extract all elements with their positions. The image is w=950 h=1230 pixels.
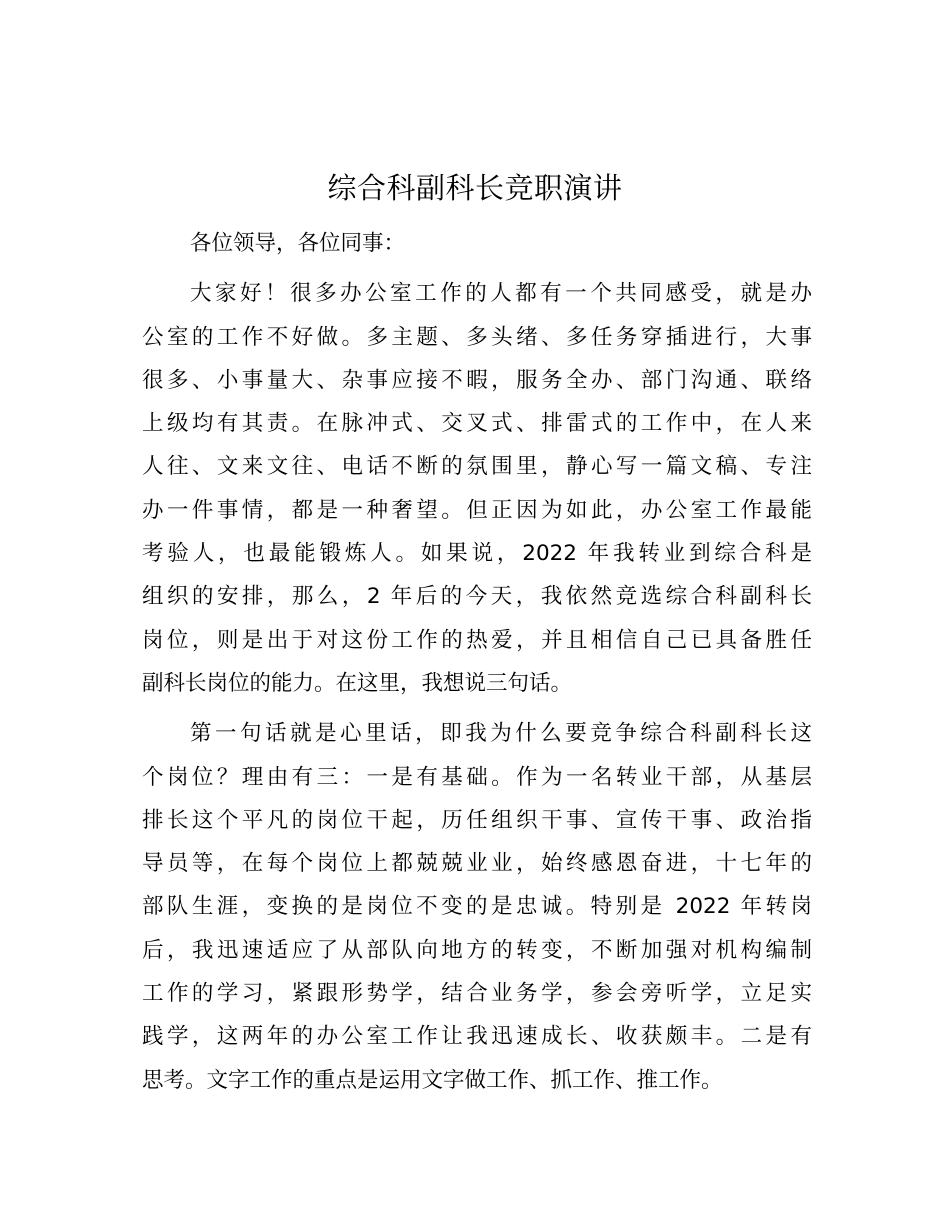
paragraph-1 [142,272,812,705]
paragraph-1-line: 公室的工作不好做。多主题、多头绪、多任务穿插进行，大事 [142,324,812,350]
greeting-line: 各位领导，各位同事： [190,231,406,256]
paragraph-2 [142,712,812,1102]
paragraph-1-line: 办一件事情，都是一种奢望。但正因为如此，办公室工作最能 [142,497,812,523]
paragraph-1-line: 组织的安排，那么，2 年后的今天，我依然竞选综合科副科长 [142,584,812,610]
paragraph-1-line: 副科长岗位的能力。在这里，我想说三句话。 [142,670,573,696]
paragraph-1-line: 大家好！很多办公室工作的人都有一个共同感受，就是办 [190,281,812,307]
document-title: 综合科副科长竞职演讲 [327,171,623,205]
paragraph-2-line: 后，我迅速适应了从部队向地方的转变，不断加强对机构编制 [142,937,812,963]
greeting-paragraph [142,222,812,265]
paragraph-2-line: 践学，这两年的办公室工作让我迅速成长、收获颇丰。二是有 [142,1024,812,1050]
paragraph-2-line: 排长这个平凡的岗位干起，历任组织干事、宣传干事、政治指 [142,807,812,833]
paragraph-2-line: 个岗位？理由有三：一是有基础。作为一名转业干部，从基层 [142,764,812,790]
paragraph-2-line: 导员等，在每个岗位上都兢兢业业，始终感恩奋进，十七年的 [142,851,812,877]
paragraph-1-line: 很多、小事量大、杂事应接不暇，服务全办、部门沟通、联络 [142,367,812,393]
paragraph-2-line: 工作的学习，紧跟形势学，结合业务学，参会旁听学，立足实 [142,981,812,1007]
paragraph-2-line: 部队生涯，变换的是岗位不变的是忠诚。特别是 2022 年转岗 [142,894,812,920]
document-body [142,222,812,1102]
paragraph-1-line: 岗位，则是出于对这份工作的热爱，并且相信自己已具备胜任 [142,627,812,653]
paragraph-1-line: 上级均有其责。在脉冲式、交叉式、排雷式的工作中，在人来 [142,411,812,437]
paragraph-2-line: 思考。文字工作的重点是运用文字做工作、抓工作、推工作。 [142,1067,723,1093]
paragraph-1-line: 考验人，也最能锻炼人。如果说，2022 年我转业到综合科是 [142,541,812,567]
paragraph-1-line: 人往、文来文往、电话不断的氛围里，静心写一篇文稿、专注 [142,454,812,480]
paragraph-2-line: 第一句话就是心里话，即我为什么要竞争综合科副科长这 [190,721,812,747]
